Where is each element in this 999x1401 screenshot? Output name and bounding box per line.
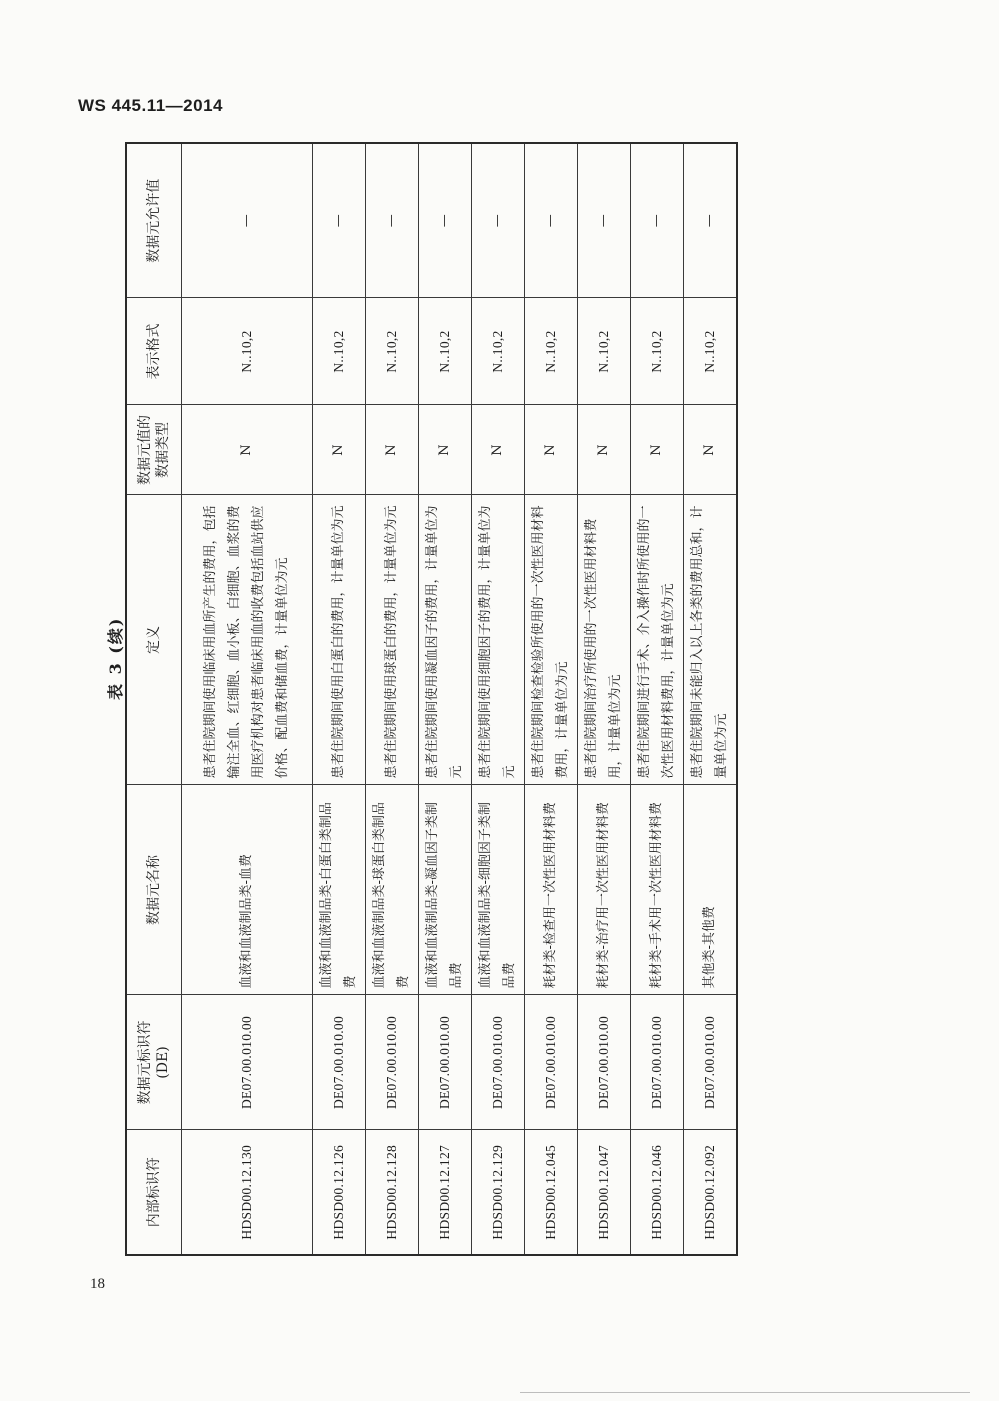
- allowed-values-cell: —: [631, 143, 684, 298]
- datatype-cell: N: [366, 405, 419, 495]
- data-element-table: [125, 142, 738, 1256]
- internal-id-cell: HDSD00.12.047: [578, 1130, 631, 1255]
- allowed-values-cell: —: [419, 143, 472, 298]
- name-cell: 血液和血液制品类-血费: [182, 785, 313, 995]
- internal-id-cell: HDSD00.12.130: [182, 1130, 313, 1255]
- name-cell: 血液和血液制品类-球蛋白类制品费: [366, 785, 419, 995]
- datatype-cell: N: [578, 405, 631, 495]
- allowed-values-cell: —: [578, 143, 631, 298]
- table-row: [182, 143, 313, 1255]
- de-id-cell: DE07.00.010.00: [631, 995, 684, 1130]
- internal-id-cell: HDSD00.12.045: [525, 1130, 578, 1255]
- de-id-cell: DE07.00.010.00: [525, 995, 578, 1130]
- format-cell: N..10,2: [525, 298, 578, 405]
- table-row: [419, 143, 472, 1255]
- data-table-container: [125, 144, 729, 1256]
- de-id-cell: DE07.00.010.00: [419, 995, 472, 1130]
- allowed-values-cell: —: [472, 143, 525, 298]
- definition-cell: 患者住院期间检查检验所使用的一次性医用材料费用，计量单位为元: [525, 495, 578, 785]
- allowed-values-cell: —: [366, 143, 419, 298]
- standard-header: WS 445.11—2014: [78, 96, 223, 115]
- internal-id-cell: HDSD00.12.129: [472, 1130, 525, 1255]
- table-row: [472, 143, 525, 1255]
- table-caption: 表 3 (续): [106, 616, 125, 700]
- de-id-cell: DE07.00.010.00: [366, 995, 419, 1130]
- datatype-cell: N: [182, 405, 313, 495]
- format-cell: N..10,2: [419, 298, 472, 405]
- column-header: 定义: [126, 495, 182, 785]
- table-row: [578, 143, 631, 1255]
- name-cell: 耗材类-检查用一次性医用材料费: [525, 785, 578, 995]
- name-cell: 血液和血液制品类-凝血因子类制品费: [419, 785, 472, 995]
- table-row: [684, 143, 738, 1255]
- de-id-cell: DE07.00.010.00: [313, 995, 366, 1130]
- allowed-values-cell: —: [525, 143, 578, 298]
- internal-id-cell: HDSD00.12.092: [684, 1130, 738, 1255]
- column-header: 数据元允许值: [126, 143, 182, 298]
- name-cell: 耗材类-治疗用一次性医用材料费: [578, 785, 631, 995]
- allowed-values-cell: —: [313, 143, 366, 298]
- name-cell: 其他类-其他费: [684, 785, 738, 995]
- page-number: 18: [90, 1276, 105, 1292]
- column-header: 数据元标识符 (DE): [126, 995, 182, 1130]
- datatype-cell: N: [684, 405, 738, 495]
- table-row: [366, 143, 419, 1255]
- format-cell: N..10,2: [366, 298, 419, 405]
- format-cell: N..10,2: [313, 298, 366, 405]
- table-row: [631, 143, 684, 1255]
- de-id-cell: DE07.00.010.00: [578, 995, 631, 1130]
- bottom-rule: [520, 1392, 970, 1393]
- definition-cell: 患者住院期间使用临床用血所产生的费用，包括输注全血、红细胞、血小板、白细胞、血浆的费用医疗机构对患者临床用血的收费包括血站供应价格、配血费和储血费，计量单位为元: [182, 495, 313, 785]
- datatype-cell: N: [419, 405, 472, 495]
- table-row: [313, 143, 366, 1255]
- name-cell: 耗材类-手术用一次性医用材料费: [631, 785, 684, 995]
- format-cell: N..10,2: [578, 298, 631, 405]
- internal-id-cell: HDSD00.12.127: [419, 1130, 472, 1255]
- internal-id-cell: HDSD00.12.046: [631, 1130, 684, 1255]
- definition-cell: 患者住院期间使用球蛋白的费用，计量单位为元: [366, 495, 419, 785]
- format-cell: N..10,2: [631, 298, 684, 405]
- internal-id-cell: HDSD00.12.128: [366, 1130, 419, 1255]
- name-cell: 血液和血液制品类-白蛋白类制品费: [313, 785, 366, 995]
- de-id-cell: DE07.00.010.00: [472, 995, 525, 1130]
- allowed-values-cell: —: [684, 143, 738, 298]
- de-id-cell: DE07.00.010.00: [684, 995, 738, 1130]
- definition-cell: 患者住院期间进行手术、介入操作时所使用的一次性医用材料费用，计量单位为元: [631, 495, 684, 785]
- table-row: [525, 143, 578, 1255]
- column-header: 数据元值的 数据类型: [126, 405, 182, 495]
- name-cell: 血液和血液制品类-细胞因子类制品费: [472, 785, 525, 995]
- definition-cell: 患者住院期间使用白蛋白的费用，计量单位为元: [313, 495, 366, 785]
- datatype-cell: N: [472, 405, 525, 495]
- format-cell: N..10,2: [182, 298, 313, 405]
- format-cell: N..10,2: [472, 298, 525, 405]
- definition-cell: 患者住院期间治疗所使用的一次性医用材料费用，计量单位为元: [578, 495, 631, 785]
- datatype-cell: N: [525, 405, 578, 495]
- definition-cell: 患者住院期间使用细胞因子的费用，计量单位为元: [472, 495, 525, 785]
- column-header: 表示格式: [126, 298, 182, 405]
- column-header: 内部标识符: [126, 1130, 182, 1255]
- datatype-cell: N: [313, 405, 366, 495]
- format-cell: N..10,2: [684, 298, 738, 405]
- internal-id-cell: HDSD00.12.126: [313, 1130, 366, 1255]
- definition-cell: 患者住院期间未能归入以上各类的费用总和，计量单位为元: [684, 495, 738, 785]
- allowed-values-cell: —: [182, 143, 313, 298]
- de-id-cell: DE07.00.010.00: [182, 995, 313, 1130]
- table-header-row: [126, 143, 182, 1255]
- datatype-cell: N: [631, 405, 684, 495]
- column-header: 数据元名称: [126, 785, 182, 995]
- definition-cell: 患者住院期间使用凝血因子的费用，计量单位为元: [419, 495, 472, 785]
